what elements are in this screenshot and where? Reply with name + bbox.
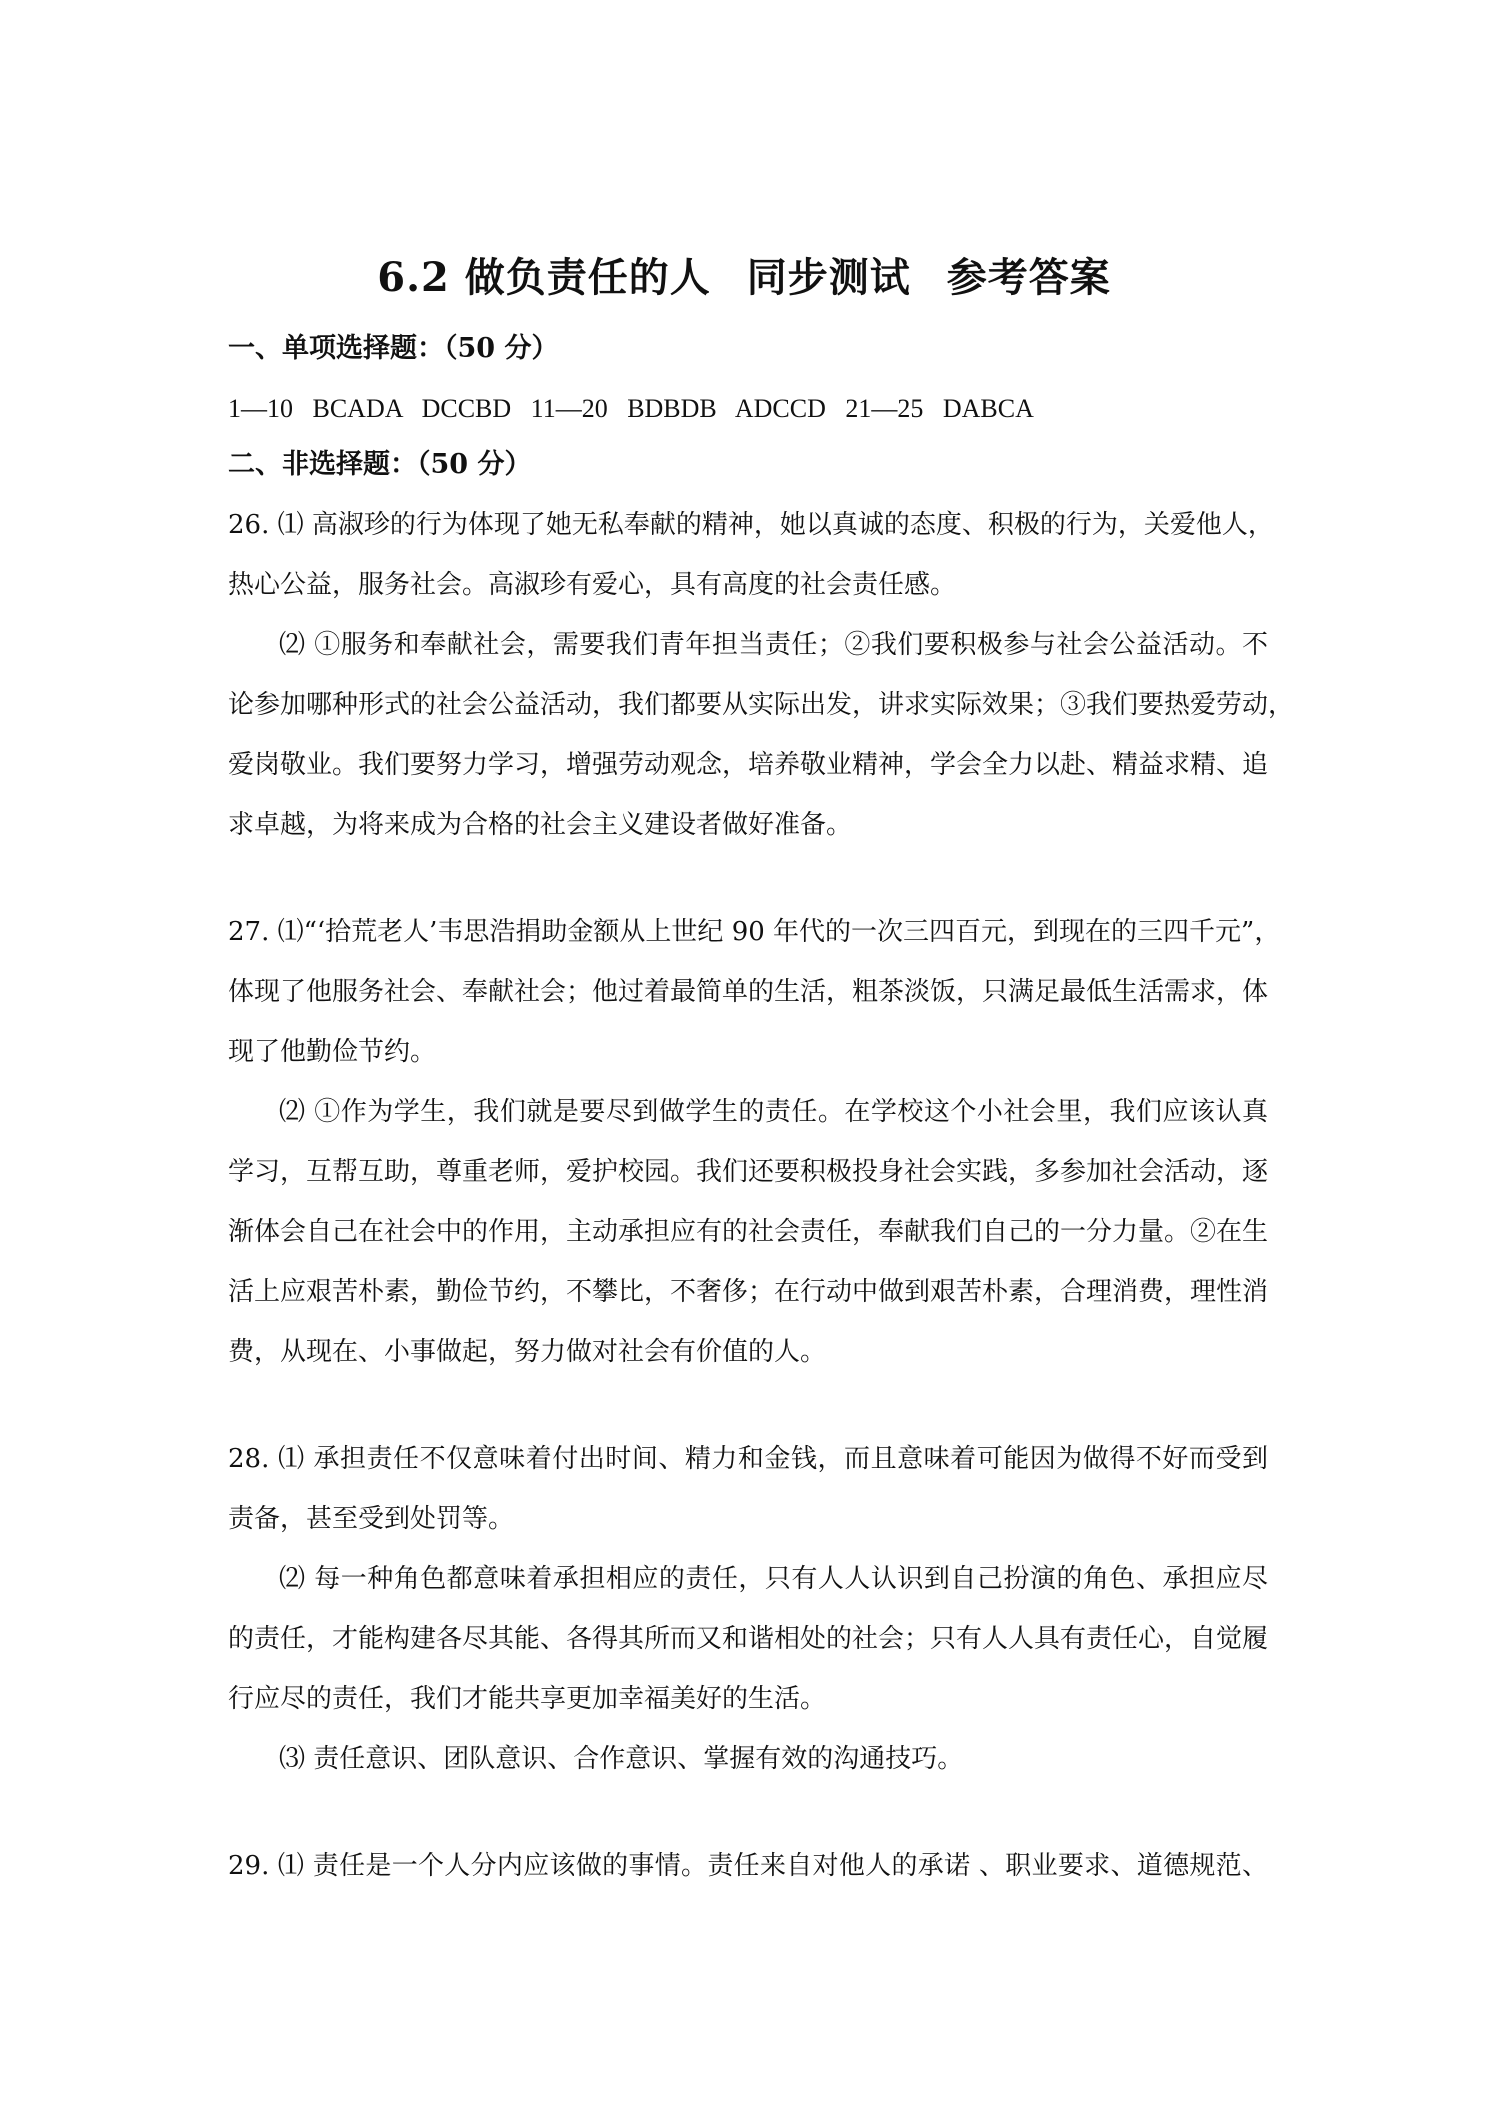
q27-line-1: 27. ⑴“‘拾荒老人’韦思浩捐助金额从上世纪 90 年代的一次三四百元，到现在的三四千元”， (228, 917, 1281, 947)
section-heading-non-choice: 二、非选择题：（50 分） (228, 449, 532, 480)
q27-line-5: 学习，互帮互助，尊重老师，爱护校园。我们还要积极投身社会实践，多参加社会活动，逐 (228, 1157, 1269, 1187)
q28-line-6: ⑶ 责任意识、团队意识、合作意识、掌握有效的沟通技巧。 (279, 1744, 964, 1774)
q28-line-4: 的责任，才能构建各尽其能、各得其所而又和谐相处的社会；只有人人具有责任心，自觉履 (228, 1624, 1269, 1654)
q27-line-6: 渐体会自己在社会中的作用，主动承担应有的社会责任，奉献我们自己的一分力量。②在生 (228, 1217, 1269, 1247)
q26-line-5: 爱岗敬业。我们要努力学习，增强劳动观念，培养敬业精神，学会全力以赴、精益求精、追 (228, 750, 1269, 780)
q28-line-5: 行应尽的责任，我们才能共享更加幸福美好的生活。 (228, 1684, 827, 1714)
q27-line-7: 活上应艰苦朴素，勤俭节约，不攀比，不奢侈；在行动中做到艰苦朴素，合理消费，理性消 (228, 1277, 1269, 1307)
q26-line-2: 热心公益，服务社会。高淑珍有爱心，具有高度的社会责任感。 (228, 570, 957, 600)
title-part-3: 参考答案 (946, 254, 1111, 301)
q26-line-1: 26. ⑴ 高淑珍的行为体现了她无私奉献的精神，她以真诚的态度、积极的行为，关爱他人， (228, 510, 1274, 540)
q26-line-3: ⑵ ①服务和奉献社会，需要我们青年担当责任；②我们要积极参与社会公益活动。不 (279, 630, 1268, 660)
title-part-1: 6.2 做负责任的人 (377, 254, 711, 301)
choice-answer-key: 1—10 BCADA DCCBD 11—20 BDBDB ADCCD 21—25 DABCA (228, 394, 1034, 423)
q27-line-4: ⑵ ①作为学生，我们就是要尽到做学生的责任。在学校这个小社会里，我们应该认真 (279, 1097, 1268, 1127)
section-heading-single-choice: 一、单项选择题：（50 分） (228, 333, 559, 364)
page-title (0, 252, 1488, 304)
q27-line-2: 体现了他服务社会、奉献社会；他过着最简单的生活，粗茶淡饭，只满足最低生活需求，体 (228, 977, 1269, 1007)
q26-line-6: 求卓越，为将来成为合格的社会主义建设者做好准备。 (228, 810, 853, 840)
q28-line-1: 28. ⑴ 承担责任不仅意味着付出时间、精力和金钱，而且意味着可能因为做得不好而受到 (228, 1444, 1268, 1474)
q26-line-4: 论参加哪种形式的社会公益活动，我们都要从实际出发，讲求实际效果；③我们要热爱劳动， (228, 690, 1295, 720)
q27-line-3: 现了他勤俭节约。 (228, 1037, 437, 1067)
q27-line-8: 费，从现在、小事做起，努力做对社会有价值的人。 (228, 1337, 827, 1367)
q28-line-2: 责备，甚至受到处罚等。 (228, 1504, 515, 1534)
title-part-2: 同步测试 (746, 254, 911, 301)
q28-line-3: ⑵ 每一种角色都意味着承担相应的责任，只有人人认识到自己扮演的角色、承担应尽 (279, 1564, 1268, 1594)
q29-line-1: 29. ⑴ 责任是一个人分内应该做的事情。责任来自对他人的承诺 、职业要求、道德规范、 (228, 1851, 1268, 1881)
